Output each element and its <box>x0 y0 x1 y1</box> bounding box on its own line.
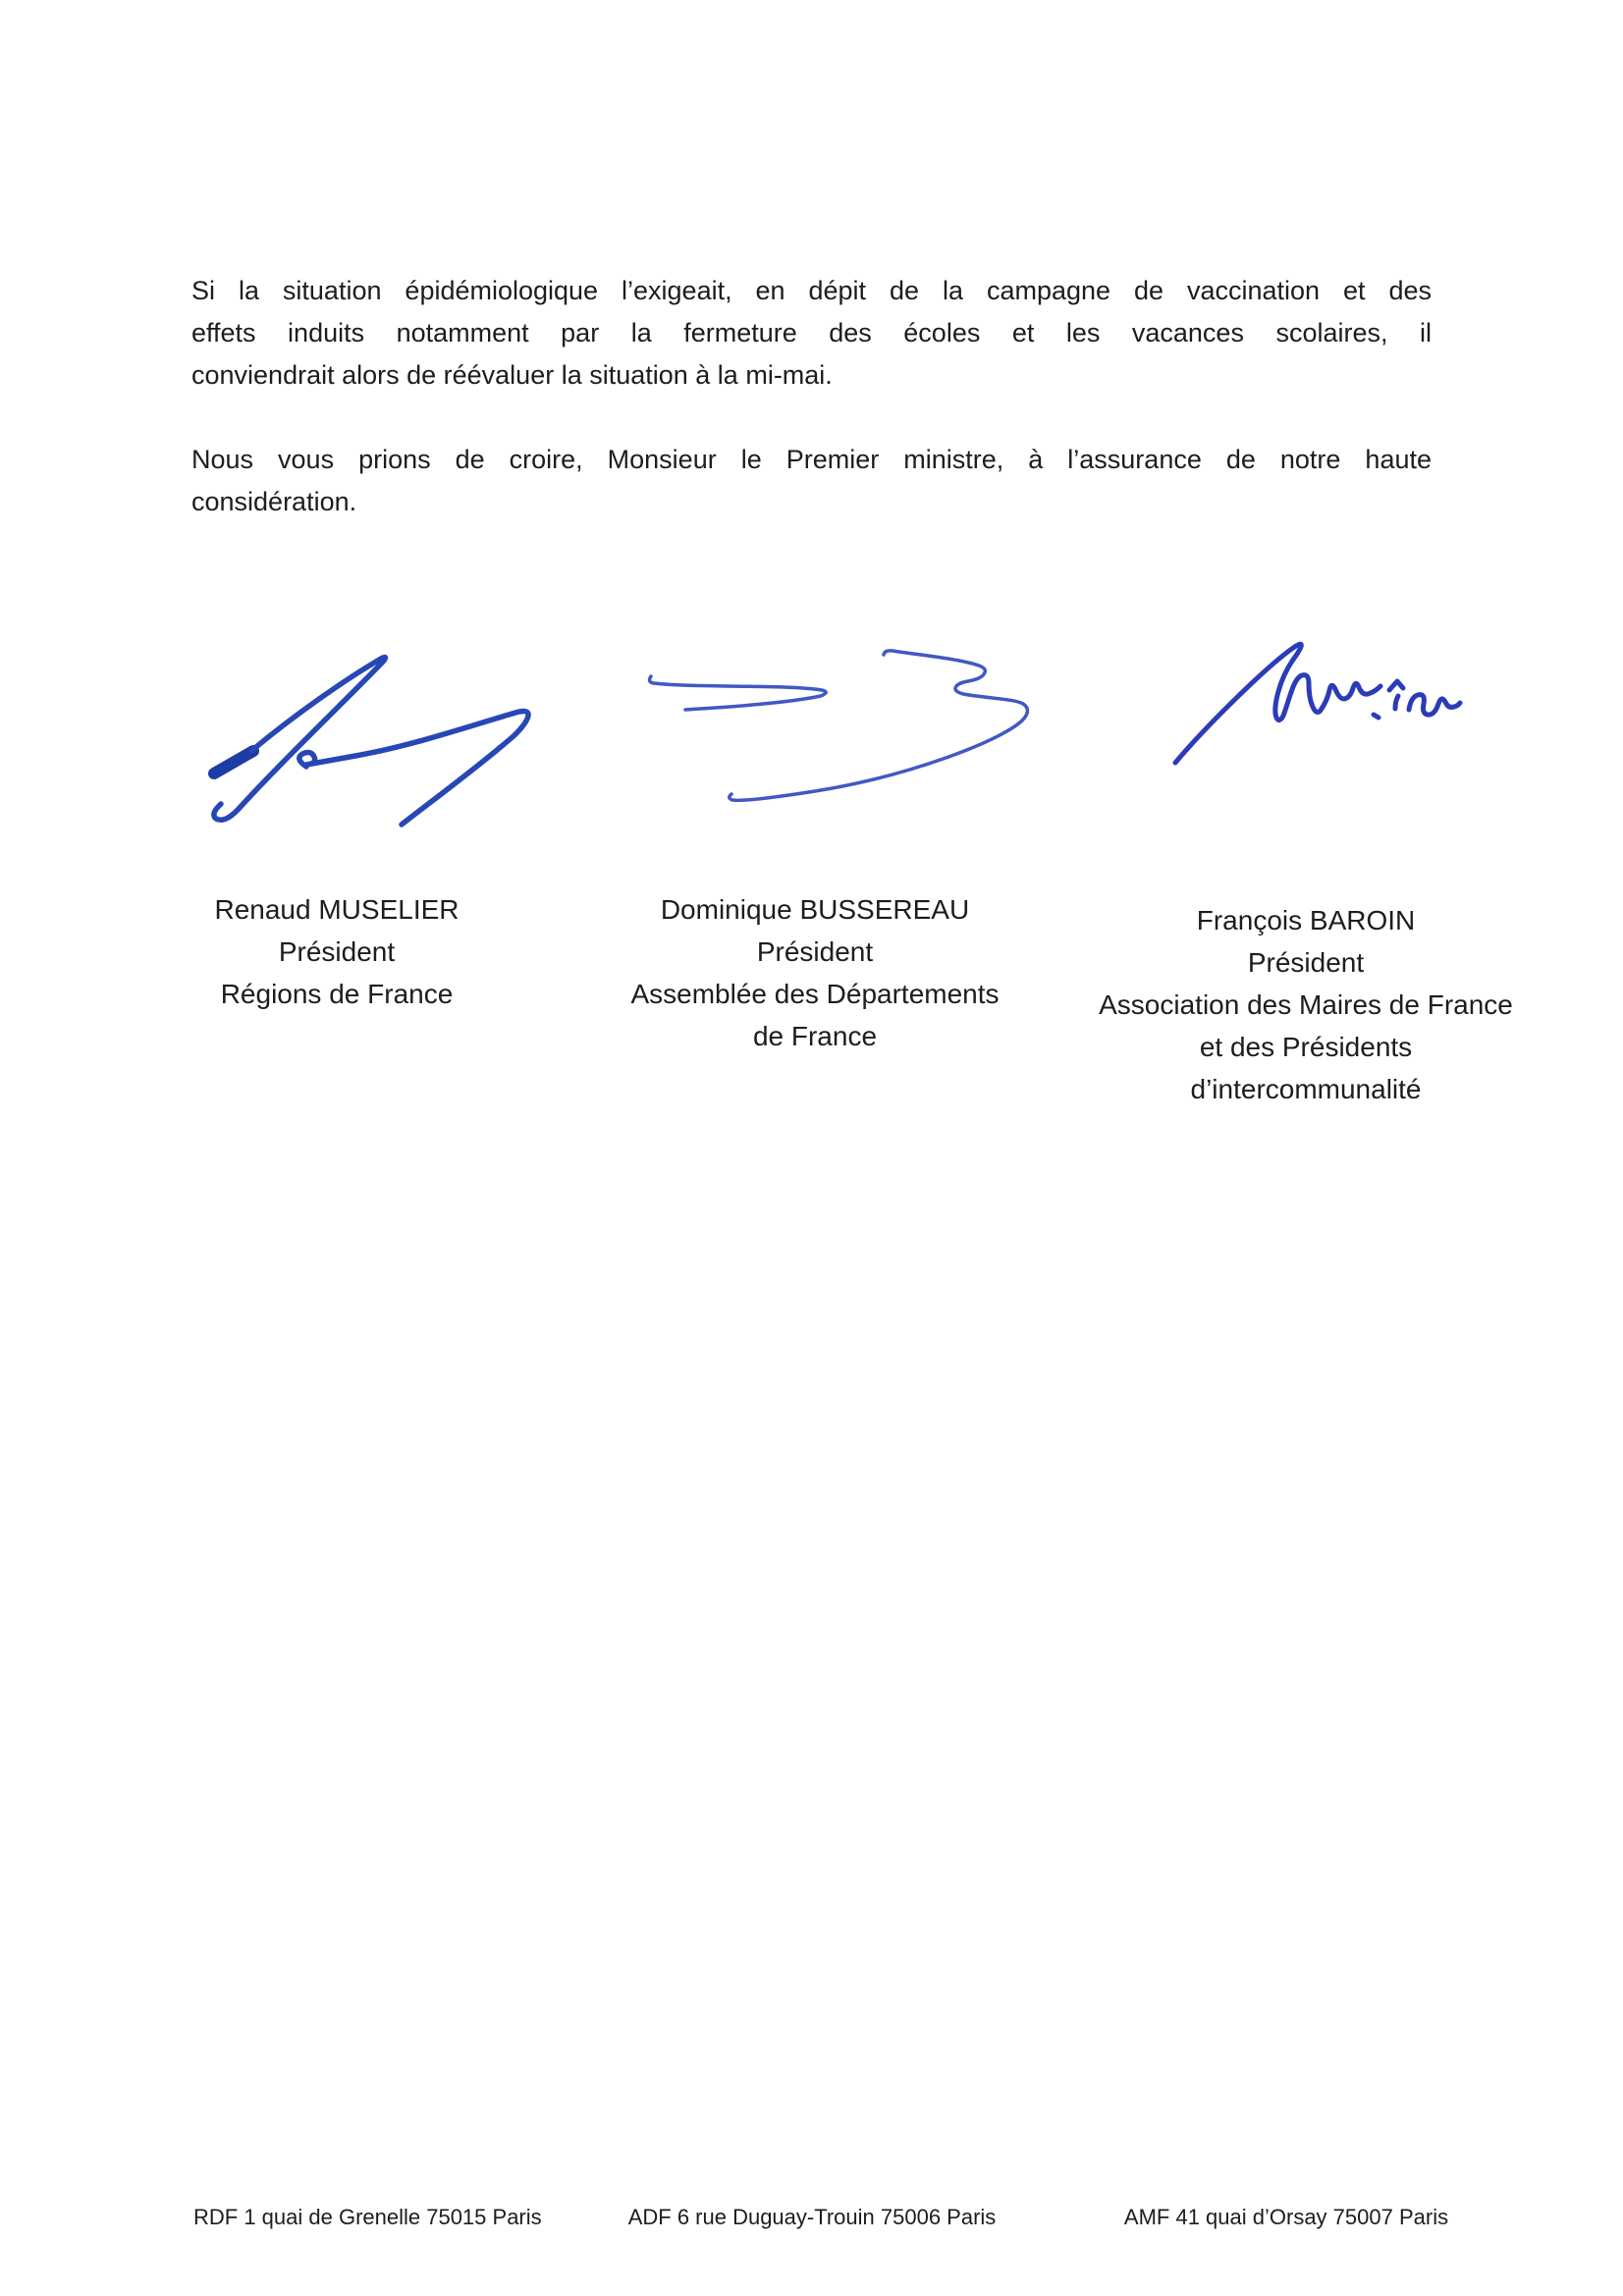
signatory-organization: Assemblée des Départements <box>630 979 1000 1009</box>
signature-baroin-i-stroke <box>1389 681 1403 709</box>
signatory-organization: Régions de France <box>220 979 454 1009</box>
signature-bussereau-b-stroke <box>730 651 1028 800</box>
signatory-title: Président <box>1247 947 1365 978</box>
signatory-organization: Association des Maires de France <box>1099 989 1513 1020</box>
footer-address-rdf: RDF 1 quai de Grenelle 75015 Paris <box>193 2205 542 2229</box>
signatory-block-muselier <box>121 888 553 1015</box>
signatory-organization: de France <box>752 1021 878 1051</box>
signatory-block-bussereau <box>579 888 1051 1057</box>
signatory-name: Renaud MUSELIER <box>214 894 460 925</box>
text-line: conviendrait alors de réévaluer la situation à la mi-mai. <box>191 360 833 390</box>
footer-address-adf: ADF 6 rue Duguay-Trouin 75006 Paris <box>627 2205 997 2229</box>
text-line: Si la situation épidémiologique l’exigeait, en dépit de la campagne de vaccination et des <box>191 276 1432 305</box>
signature-baroin-n-stroke <box>1409 695 1460 715</box>
text-line: effets induits notamment par la fermeture des écoles et les vacances scolaires, il <box>191 318 1432 347</box>
footer-address-amf: AMF 41 quai d’Orsay 75007 Paris <box>1123 2205 1449 2229</box>
signature-baroin-dot-stroke <box>1374 715 1379 718</box>
signatory-name: Dominique BUSSEREAU <box>660 894 970 925</box>
signature-baroin-icon <box>1175 644 1460 763</box>
signatory-name: François BAROIN <box>1196 905 1416 935</box>
signatory-organization: d’intercommunalité <box>1190 1074 1422 1104</box>
signatory-block-baroin <box>1051 899 1561 1110</box>
signature-muselier-dash-stroke <box>214 751 253 774</box>
signature-muselier-main-stroke <box>214 657 386 820</box>
text-line: considération. <box>191 487 357 516</box>
body-paragraph-2 <box>191 439 1432 523</box>
body-paragraph-1 <box>191 270 1432 397</box>
signatory-organization: et des Présidents <box>1199 1032 1413 1062</box>
signature-muselier-icon <box>214 657 528 825</box>
signature-bussereau-icon <box>650 651 1028 800</box>
signature-muselier-check-stroke <box>299 712 528 825</box>
signatory-title: Président <box>278 936 396 967</box>
signatory-title: Président <box>756 936 874 967</box>
text-line: Nous vous prions de croire, Monsieur le Premier ministre, à l’assurance de notre haute <box>191 445 1432 474</box>
signature-bussereau-loop-stroke <box>650 676 827 710</box>
signature-baroin-main-stroke <box>1175 644 1380 763</box>
